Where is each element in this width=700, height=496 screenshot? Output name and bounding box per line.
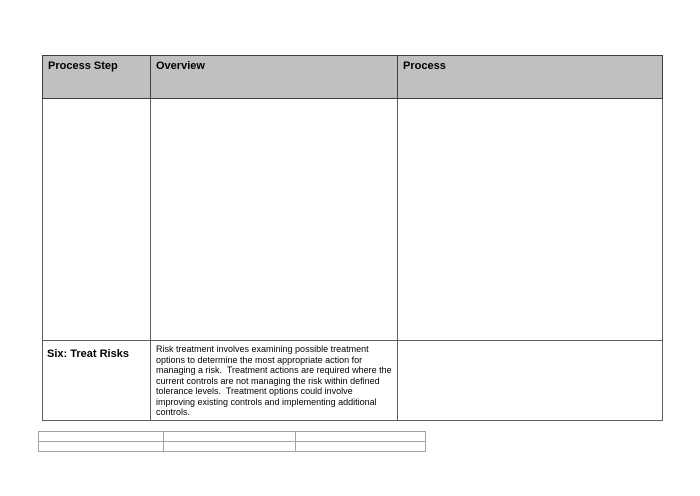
six-treat-risks-label: Six: Treat Risks bbox=[43, 341, 151, 421]
footer-cell bbox=[296, 432, 426, 442]
six-treat-risks-process-cell bbox=[398, 341, 663, 421]
empty-overview-cell bbox=[151, 99, 398, 341]
footer-cell bbox=[164, 432, 296, 442]
process-steps-table bbox=[42, 55, 663, 421]
footer-table-row bbox=[39, 442, 426, 452]
footer-cell bbox=[39, 442, 164, 452]
header-overview: Overview bbox=[151, 56, 398, 99]
footer-cell bbox=[164, 442, 296, 452]
empty-step-cell bbox=[43, 99, 151, 341]
six-treat-risks-overview: Risk treatment involves examining possible treatment options to determine the most appropriate action for managing a risk. Treatment actions are required where the current controls are not managing the risk within defined tolerance levels. Treatment options could involve improving existing controls and implementing additional controls. bbox=[151, 341, 398, 421]
table-header-row bbox=[43, 56, 663, 99]
table-row-six-treat-risks bbox=[43, 341, 663, 421]
table-row-empty bbox=[43, 99, 663, 341]
footer-empty-table bbox=[38, 431, 426, 452]
footer-table-row bbox=[39, 432, 426, 442]
footer-cell bbox=[39, 432, 164, 442]
empty-process-cell bbox=[398, 99, 663, 341]
header-process-step: Process Step bbox=[43, 56, 151, 99]
footer-cell bbox=[296, 442, 426, 452]
header-process: Process bbox=[398, 56, 663, 99]
